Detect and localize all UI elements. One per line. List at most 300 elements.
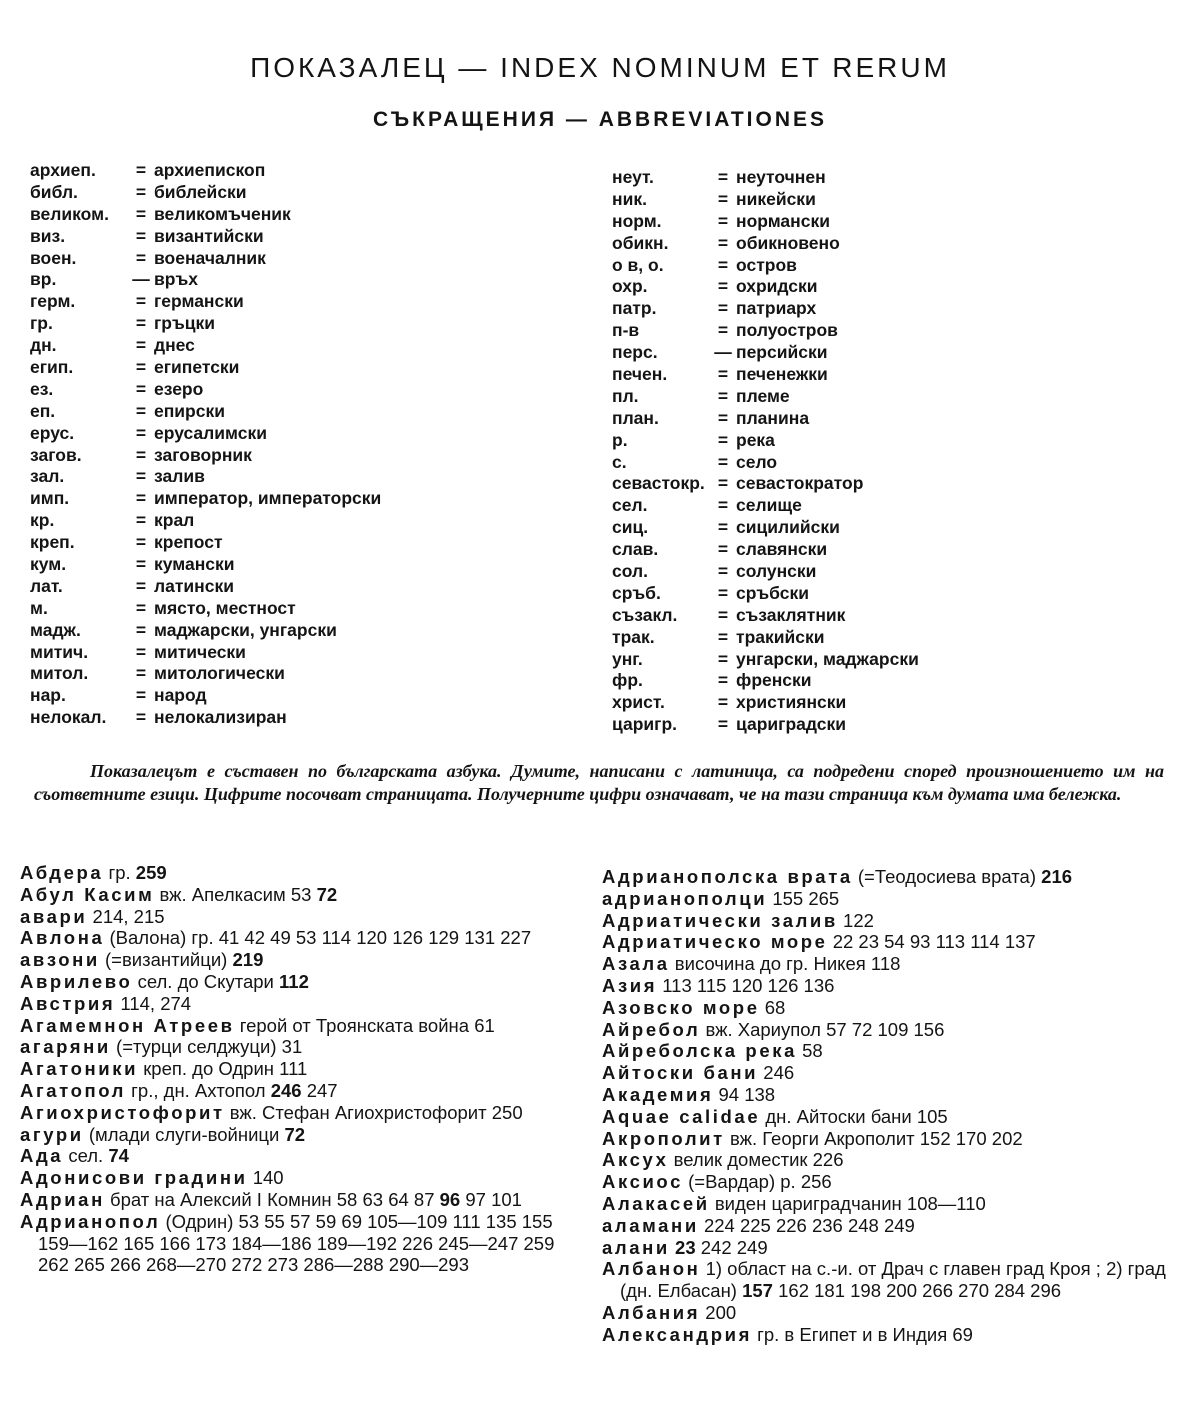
abbreviation: трак. bbox=[612, 626, 655, 647]
index-entry bbox=[602, 1215, 1172, 1237]
index-headword: алани bbox=[602, 1236, 670, 1258]
abbreviation: слав. bbox=[612, 539, 659, 560]
abbreviation-expansion: нормански bbox=[736, 210, 830, 231]
equals-sign: = bbox=[717, 210, 729, 231]
equals-sign: = bbox=[717, 276, 729, 297]
entry-text: 113 115 120 126 136 bbox=[657, 974, 835, 996]
entry-text: вж. Стефан Агиохристофорит 250 bbox=[224, 1101, 523, 1123]
index-entry bbox=[20, 1015, 580, 1037]
index-headword: адрианополци bbox=[602, 887, 768, 909]
equals-sign: = bbox=[135, 466, 147, 487]
entry-text: 162 181 198 200 266 270 284 296 bbox=[772, 1280, 1062, 1302]
abbreviation-expansion: унгарски, маджарски bbox=[736, 648, 919, 669]
abbreviation: план. bbox=[612, 407, 659, 428]
entry-text: 140 bbox=[247, 1167, 284, 1189]
equals-sign: = bbox=[135, 378, 147, 399]
equals-sign: = bbox=[135, 160, 147, 180]
index-entry bbox=[602, 1237, 1172, 1259]
abbreviation-expansion: митологически bbox=[154, 663, 285, 684]
note-page-number: 157 bbox=[742, 1280, 773, 1302]
abbreviation: о в, о. bbox=[612, 254, 664, 275]
equals-sign: = bbox=[717, 604, 729, 625]
equals-sign: = bbox=[135, 663, 147, 684]
abbreviation: царигр. bbox=[612, 714, 677, 735]
abbreviation-row bbox=[612, 561, 919, 583]
abbreviation-row bbox=[30, 663, 381, 685]
abbreviation-expansion: народ bbox=[154, 685, 207, 706]
equals-sign: — bbox=[714, 342, 732, 363]
page-title: ПОКАЗАЛЕЦ — INDEX NOMINUM ET RERUM bbox=[250, 52, 950, 83]
index-entry bbox=[20, 1167, 580, 1189]
abbreviation-expansion: византийски bbox=[154, 225, 264, 246]
index-entry bbox=[20, 884, 580, 906]
note-page-number: 96 bbox=[439, 1188, 461, 1210]
abbreviation-expansion: племе bbox=[736, 385, 790, 406]
abbreviation: креп. bbox=[30, 532, 75, 553]
abbreviation-expansion: съзаклятник bbox=[736, 604, 846, 625]
abbreviation-expansion: севастократор bbox=[736, 473, 864, 494]
abbreviation-row bbox=[30, 445, 381, 467]
abbreviation: сол. bbox=[612, 561, 648, 582]
index-headword: Акрополит bbox=[602, 1127, 725, 1149]
entry-text: (Валона) гр. 41 42 49 53 114 120 126 129 131 227 bbox=[104, 927, 532, 949]
entry-text: вж. Хариупол 57 72 109 156 bbox=[700, 1018, 945, 1040]
equals-sign: = bbox=[717, 320, 729, 341]
abbreviations-left-column bbox=[30, 160, 381, 729]
abbreviation-expansion: село bbox=[736, 451, 778, 472]
entry-text: 155 265 bbox=[767, 887, 840, 909]
abbreviation: христ. bbox=[612, 692, 665, 713]
abbreviation-row bbox=[30, 291, 381, 313]
abbreviation-expansion: обикновено bbox=[736, 232, 840, 253]
abbreviation: имп. bbox=[30, 488, 70, 509]
equals-sign: = bbox=[717, 714, 729, 735]
index-entry bbox=[602, 1302, 1172, 1324]
abbreviation-expansion: архиепископ bbox=[154, 160, 266, 180]
abbreviation-expansion: залив bbox=[154, 466, 205, 487]
abbreviation-row bbox=[30, 379, 381, 401]
entry-text: (=Вардар) р. 256 bbox=[682, 1171, 832, 1193]
index-headword: Агиохристофорит bbox=[20, 1101, 225, 1123]
abbreviation-row bbox=[612, 605, 919, 627]
abbreviations-heading: СЪКРАЩЕНИЯ — ABBREVIATIONES bbox=[372, 108, 828, 131]
abbreviations-right-column bbox=[612, 167, 919, 736]
abbreviation: ник. bbox=[612, 188, 647, 209]
abbreviation-row bbox=[612, 167, 919, 189]
abbreviation-row bbox=[612, 320, 919, 342]
abbreviation: м. bbox=[30, 597, 48, 618]
index-headword: авари bbox=[20, 905, 88, 927]
index-headword: Албания bbox=[602, 1301, 701, 1323]
abbreviation-expansion: солунски bbox=[736, 561, 817, 582]
index-headword: Ада bbox=[20, 1145, 64, 1167]
abbreviation-expansion: сръбски bbox=[736, 582, 810, 603]
entry-text: 22 23 54 93 113 114 137 bbox=[827, 931, 1036, 953]
entry-text: гр. в Египет и в Индия 69 bbox=[751, 1323, 973, 1345]
index-entry bbox=[20, 906, 580, 928]
abbreviation-row bbox=[612, 364, 919, 386]
entry-text: гр. bbox=[103, 862, 136, 883]
abbreviation-row bbox=[30, 423, 381, 445]
index-entry bbox=[20, 862, 580, 884]
abbreviation: дн. bbox=[30, 335, 57, 356]
abbreviation-expansion: митически bbox=[154, 641, 246, 662]
abbreviation-row bbox=[30, 313, 381, 335]
abbreviation-expansion: епирски bbox=[154, 400, 225, 421]
abbreviation-expansion: гръцки bbox=[154, 313, 216, 334]
abbreviation-expansion: маджарски, унгарски bbox=[154, 619, 337, 640]
index-headword: Агатоники bbox=[20, 1058, 139, 1080]
entry-text: герой от Троянската война 61 bbox=[234, 1014, 495, 1036]
index-right-column bbox=[602, 866, 1172, 1346]
index-headword: Абул Касим bbox=[20, 883, 155, 905]
abbreviation-row bbox=[612, 583, 919, 605]
note-page-number: 112 bbox=[279, 970, 309, 992]
index-entry bbox=[20, 1189, 580, 1211]
index-entry bbox=[20, 1058, 580, 1080]
abbreviation-row bbox=[30, 335, 381, 357]
equals-sign: = bbox=[717, 254, 729, 275]
abbreviation: ез. bbox=[30, 378, 54, 399]
index-headword: Аврилево bbox=[20, 970, 133, 992]
note-page-number: 246 bbox=[270, 1079, 302, 1101]
abbreviation-expansion: място, местност bbox=[154, 597, 296, 618]
entry-text: 224 225 226 236 248 249 bbox=[698, 1214, 915, 1236]
abbreviation-row bbox=[30, 598, 381, 620]
index-entry bbox=[602, 931, 1172, 953]
abbreviation: герм. bbox=[30, 291, 76, 312]
abbreviation-row bbox=[612, 430, 919, 452]
equals-sign: = bbox=[717, 692, 729, 713]
index-entry bbox=[602, 1062, 1172, 1084]
entry-text: (=византийци) bbox=[99, 949, 233, 971]
equals-sign: = bbox=[717, 188, 729, 209]
index-entry bbox=[20, 1080, 580, 1102]
abbreviation: сиц. bbox=[612, 517, 649, 538]
entry-text: 246 bbox=[758, 1062, 795, 1084]
equals-sign: = bbox=[135, 488, 147, 509]
abbreviation: нелокал. bbox=[30, 707, 107, 728]
equals-sign: = bbox=[135, 291, 147, 312]
index-headword: Адриан bbox=[20, 1188, 105, 1210]
entry-text: 94 138 bbox=[713, 1083, 776, 1105]
equals-sign: = bbox=[717, 648, 729, 669]
index-entry bbox=[602, 1193, 1172, 1215]
index-entry bbox=[602, 1084, 1172, 1106]
abbreviation-row bbox=[30, 401, 381, 423]
abbreviation-expansion: планина bbox=[736, 407, 810, 428]
index-entry bbox=[602, 1258, 1172, 1302]
abbreviation: фр. bbox=[612, 670, 643, 691]
index-headword: Адонисови градини bbox=[20, 1167, 248, 1189]
equals-sign: = bbox=[135, 225, 147, 246]
equals-sign: = bbox=[135, 532, 147, 553]
index-entry bbox=[602, 1149, 1172, 1171]
abbreviation: унг. bbox=[612, 648, 643, 669]
abbreviation-expansion: ерусалимски bbox=[154, 422, 268, 443]
equals-sign: = bbox=[135, 335, 147, 356]
abbreviation-expansion: тракийски bbox=[736, 626, 825, 647]
index-entry bbox=[602, 1106, 1172, 1128]
abbreviation-row bbox=[612, 539, 919, 561]
abbreviation-expansion: библейски bbox=[154, 181, 247, 202]
equals-sign: = bbox=[717, 473, 729, 494]
equals-sign: = bbox=[135, 422, 147, 443]
abbreviation: р. bbox=[612, 429, 628, 450]
equals-sign: = bbox=[717, 385, 729, 406]
abbreviation-row bbox=[612, 627, 919, 649]
abbreviation-row bbox=[30, 466, 381, 488]
index-headword: Aquae calidae bbox=[602, 1105, 761, 1127]
entry-text: (млади слуги-войници bbox=[83, 1123, 285, 1145]
equals-sign: = bbox=[717, 167, 729, 187]
abbreviation: пл. bbox=[612, 385, 639, 406]
abbreviation: библ. bbox=[30, 181, 78, 202]
note-page-number: 23 bbox=[675, 1236, 696, 1258]
abbreviation-row bbox=[612, 649, 919, 671]
equals-sign: = bbox=[135, 707, 147, 728]
entry-text: (=турци селджуци) 31 bbox=[110, 1036, 303, 1058]
abbreviation-expansion: военачалник bbox=[154, 247, 266, 268]
abbreviation-expansion: патриарх bbox=[736, 298, 817, 319]
index-entry bbox=[602, 866, 1172, 888]
entry-text: 97 101 bbox=[460, 1188, 522, 1210]
abbreviation: ерус. bbox=[30, 422, 75, 443]
index-headword: агури bbox=[20, 1123, 84, 1145]
equals-sign: = bbox=[135, 181, 147, 202]
equals-sign: = bbox=[135, 619, 147, 640]
abbreviation: вр. bbox=[30, 269, 57, 290]
abbreviation: лат. bbox=[30, 575, 63, 596]
index-entry bbox=[20, 1145, 580, 1167]
index-headword: Адрианополска врата bbox=[602, 866, 853, 887]
abbreviation-expansion: връх bbox=[154, 269, 198, 290]
equals-sign: = bbox=[135, 575, 147, 596]
abbreviation-expansion: германски bbox=[154, 291, 244, 312]
abbreviation: гр. bbox=[30, 313, 53, 334]
equals-sign: = bbox=[717, 364, 729, 385]
abbreviation-expansion: охридски bbox=[736, 276, 818, 297]
index-entry bbox=[602, 1019, 1172, 1041]
index-headword: Александрия bbox=[602, 1323, 752, 1345]
equals-sign: = bbox=[135, 510, 147, 531]
abbreviation: митич. bbox=[30, 641, 89, 662]
index-left-column bbox=[20, 862, 580, 1276]
index-headword: Аксиос bbox=[602, 1171, 683, 1193]
abbreviation-expansion: император, императорски bbox=[154, 488, 382, 509]
abbreviation: кум. bbox=[30, 554, 67, 575]
abbreviation-expansion: латински bbox=[154, 575, 234, 596]
abbreviation: егип. bbox=[30, 357, 74, 378]
equals-sign: = bbox=[717, 495, 729, 516]
abbreviation: великом. bbox=[30, 203, 109, 224]
note-page-number: 74 bbox=[108, 1145, 129, 1167]
abbreviation-row bbox=[612, 408, 919, 430]
index-entry bbox=[602, 1324, 1172, 1346]
entry-text: 247 bbox=[301, 1079, 338, 1101]
abbreviation: перс. bbox=[612, 342, 658, 363]
abbreviation-expansion: крал bbox=[154, 510, 195, 531]
abbreviation-row bbox=[30, 532, 381, 554]
index-headword: Албанон bbox=[602, 1258, 701, 1280]
abbreviation-expansion: неуточнен bbox=[736, 167, 826, 187]
abbreviation: печен. bbox=[612, 364, 668, 385]
abbreviation: норм. bbox=[612, 210, 662, 231]
abbreviation-row bbox=[612, 211, 919, 233]
index-entry bbox=[602, 1128, 1172, 1150]
entry-text: креп. до Одрин 111 bbox=[138, 1058, 308, 1080]
equals-sign: = bbox=[135, 685, 147, 706]
note-page-number: 259 bbox=[135, 862, 167, 883]
equals-sign: = bbox=[135, 597, 147, 618]
abbreviation-row bbox=[612, 670, 919, 692]
abbreviation-expansion: езеро bbox=[154, 378, 204, 399]
index-entry bbox=[20, 1102, 580, 1124]
abbreviation-row bbox=[30, 204, 381, 226]
equals-sign: = bbox=[135, 400, 147, 421]
abbreviation-row bbox=[30, 620, 381, 642]
entry-text: 242 249 bbox=[695, 1236, 768, 1258]
abbreviation-row bbox=[612, 692, 919, 714]
equals-sign: = bbox=[135, 357, 147, 378]
abbreviation: неут. bbox=[612, 167, 654, 187]
equals-sign: = bbox=[717, 670, 729, 691]
abbreviation-row bbox=[30, 685, 381, 707]
entry-text: сел. до Скутари bbox=[132, 970, 280, 992]
index-entry bbox=[602, 910, 1172, 932]
note-page-number: 216 bbox=[1041, 866, 1073, 887]
abbreviation: загов. bbox=[30, 444, 82, 465]
abbreviation-row bbox=[612, 189, 919, 211]
entry-text: брат на Алексий I Комнин 58 63 64 87 bbox=[104, 1188, 440, 1210]
abbreviation-row bbox=[30, 357, 381, 379]
index-entry bbox=[20, 1124, 580, 1146]
index-entry bbox=[602, 953, 1172, 975]
abbreviation: воен. bbox=[30, 247, 77, 268]
entry-text: гр., дн. Ахтопол bbox=[126, 1079, 271, 1101]
index-headword: Абдера bbox=[20, 862, 104, 883]
abbreviation-row bbox=[612, 342, 919, 364]
abbreviation-row bbox=[612, 298, 919, 320]
entry-text: 114, 274 bbox=[115, 992, 192, 1014]
abbreviation-expansion: френски bbox=[736, 670, 812, 691]
entry-text: 214, 215 bbox=[87, 905, 165, 927]
equals-sign: = bbox=[135, 313, 147, 334]
index-headword: авзони bbox=[20, 949, 100, 971]
abbreviation: нар. bbox=[30, 685, 66, 706]
abbreviation: виз. bbox=[30, 225, 66, 246]
entry-text: велик доместик 226 bbox=[668, 1149, 844, 1171]
abbreviation: еп. bbox=[30, 400, 56, 421]
abbreviation-expansion: крепост bbox=[154, 532, 223, 553]
abbreviation-expansion: славянски bbox=[736, 539, 828, 560]
abbreviation: съзакл. bbox=[612, 604, 678, 625]
abbreviation-row bbox=[30, 160, 381, 182]
abbreviation-row bbox=[30, 576, 381, 598]
abbreviation-row bbox=[612, 517, 919, 539]
abbreviation-row bbox=[612, 276, 919, 298]
note-page-number: 72 bbox=[284, 1123, 306, 1145]
abbreviation-row bbox=[30, 510, 381, 532]
index-headword: Азия bbox=[602, 974, 658, 996]
abbreviation-row bbox=[30, 269, 381, 291]
abbreviation-expansion: никейски bbox=[736, 188, 816, 209]
entry-text: 122 bbox=[837, 909, 874, 931]
abbreviation-row bbox=[612, 452, 919, 474]
index-entry bbox=[20, 927, 580, 949]
index-headword: Айребол bbox=[602, 1018, 701, 1040]
abbreviation-row bbox=[612, 386, 919, 408]
index-headword: Агамемнон Атреев bbox=[20, 1014, 235, 1036]
index-introduction: Показалецът е съставен по българската азбука. Думите, написани с латиница, са подредени според произношението им на съответните езици. Цифрите посочват страницата. Получерните цифри означават, че на тази страница към думата има бележка. bbox=[34, 761, 1164, 804]
equals-sign: = bbox=[717, 298, 729, 319]
abbreviation-expansion: заговорник bbox=[154, 444, 252, 465]
abbreviation-row bbox=[612, 233, 919, 255]
abbreviation: п-в bbox=[612, 320, 640, 341]
index-headword: аламани bbox=[602, 1214, 699, 1236]
abbreviation-row bbox=[612, 714, 919, 736]
index-headword: Адриатически залив bbox=[602, 909, 838, 931]
index-entry bbox=[20, 993, 580, 1015]
index-entry bbox=[20, 1036, 580, 1058]
abbreviation: севастокр. bbox=[612, 473, 705, 494]
abbreviation-expansion: нелокализиран bbox=[154, 707, 287, 728]
equals-sign: = bbox=[717, 582, 729, 603]
abbreviation-row bbox=[612, 255, 919, 277]
entry-text: 1) област на с.-и. от Драч с главен град Крoя ; 2) град (дн. Елбасан) bbox=[620, 1258, 1166, 1302]
abbreviation: зал. bbox=[30, 466, 65, 487]
equals-sign: = bbox=[135, 641, 147, 662]
abbreviation-expansion: цариградски bbox=[736, 714, 846, 735]
abbreviation-expansion: персийски bbox=[736, 342, 828, 363]
abbreviation-row bbox=[30, 488, 381, 510]
entry-text: височина до гр. Никея 118 bbox=[669, 953, 901, 975]
abbreviation-expansion: селище bbox=[736, 495, 802, 516]
index-entry bbox=[20, 949, 580, 971]
abbreviation-expansion: печенежки bbox=[736, 364, 828, 385]
abbreviation: с. bbox=[612, 451, 627, 472]
entry-text: (=Теодосиева врата) bbox=[852, 866, 1042, 887]
index-headword: Азала bbox=[602, 953, 670, 975]
abbreviation-expansion: египетски bbox=[154, 357, 240, 378]
index-headword: Адрианопол bbox=[20, 1210, 161, 1232]
abbreviation-row bbox=[30, 707, 381, 729]
abbreviation-row bbox=[30, 226, 381, 248]
index-entry bbox=[20, 971, 580, 993]
index-entry bbox=[602, 975, 1172, 997]
equals-sign: = bbox=[135, 203, 147, 224]
abbreviation-row bbox=[612, 495, 919, 517]
entry-text: виден цариградчанин 108—110 bbox=[709, 1192, 986, 1214]
equals-sign: = bbox=[717, 407, 729, 428]
index-entry bbox=[602, 1040, 1172, 1062]
index-entry bbox=[602, 997, 1172, 1019]
entry-text: 58 bbox=[796, 1040, 823, 1062]
entry-text: дн. Айтоски бани 105 bbox=[760, 1105, 948, 1127]
entry-text: 200 bbox=[700, 1301, 737, 1323]
abbreviation: митол. bbox=[30, 663, 89, 684]
index-entry bbox=[20, 1211, 580, 1276]
abbreviation-expansion: великомъченик bbox=[154, 203, 291, 224]
abbreviation-row bbox=[30, 248, 381, 270]
equals-sign: = bbox=[717, 451, 729, 472]
abbreviation: сръб. bbox=[612, 582, 661, 603]
abbreviation-expansion: днес bbox=[154, 335, 195, 356]
index-headword: Алакасей bbox=[602, 1192, 710, 1214]
index-headword: Австрия bbox=[20, 992, 116, 1014]
equals-sign: = bbox=[135, 444, 147, 465]
abbreviation-row bbox=[30, 554, 381, 576]
